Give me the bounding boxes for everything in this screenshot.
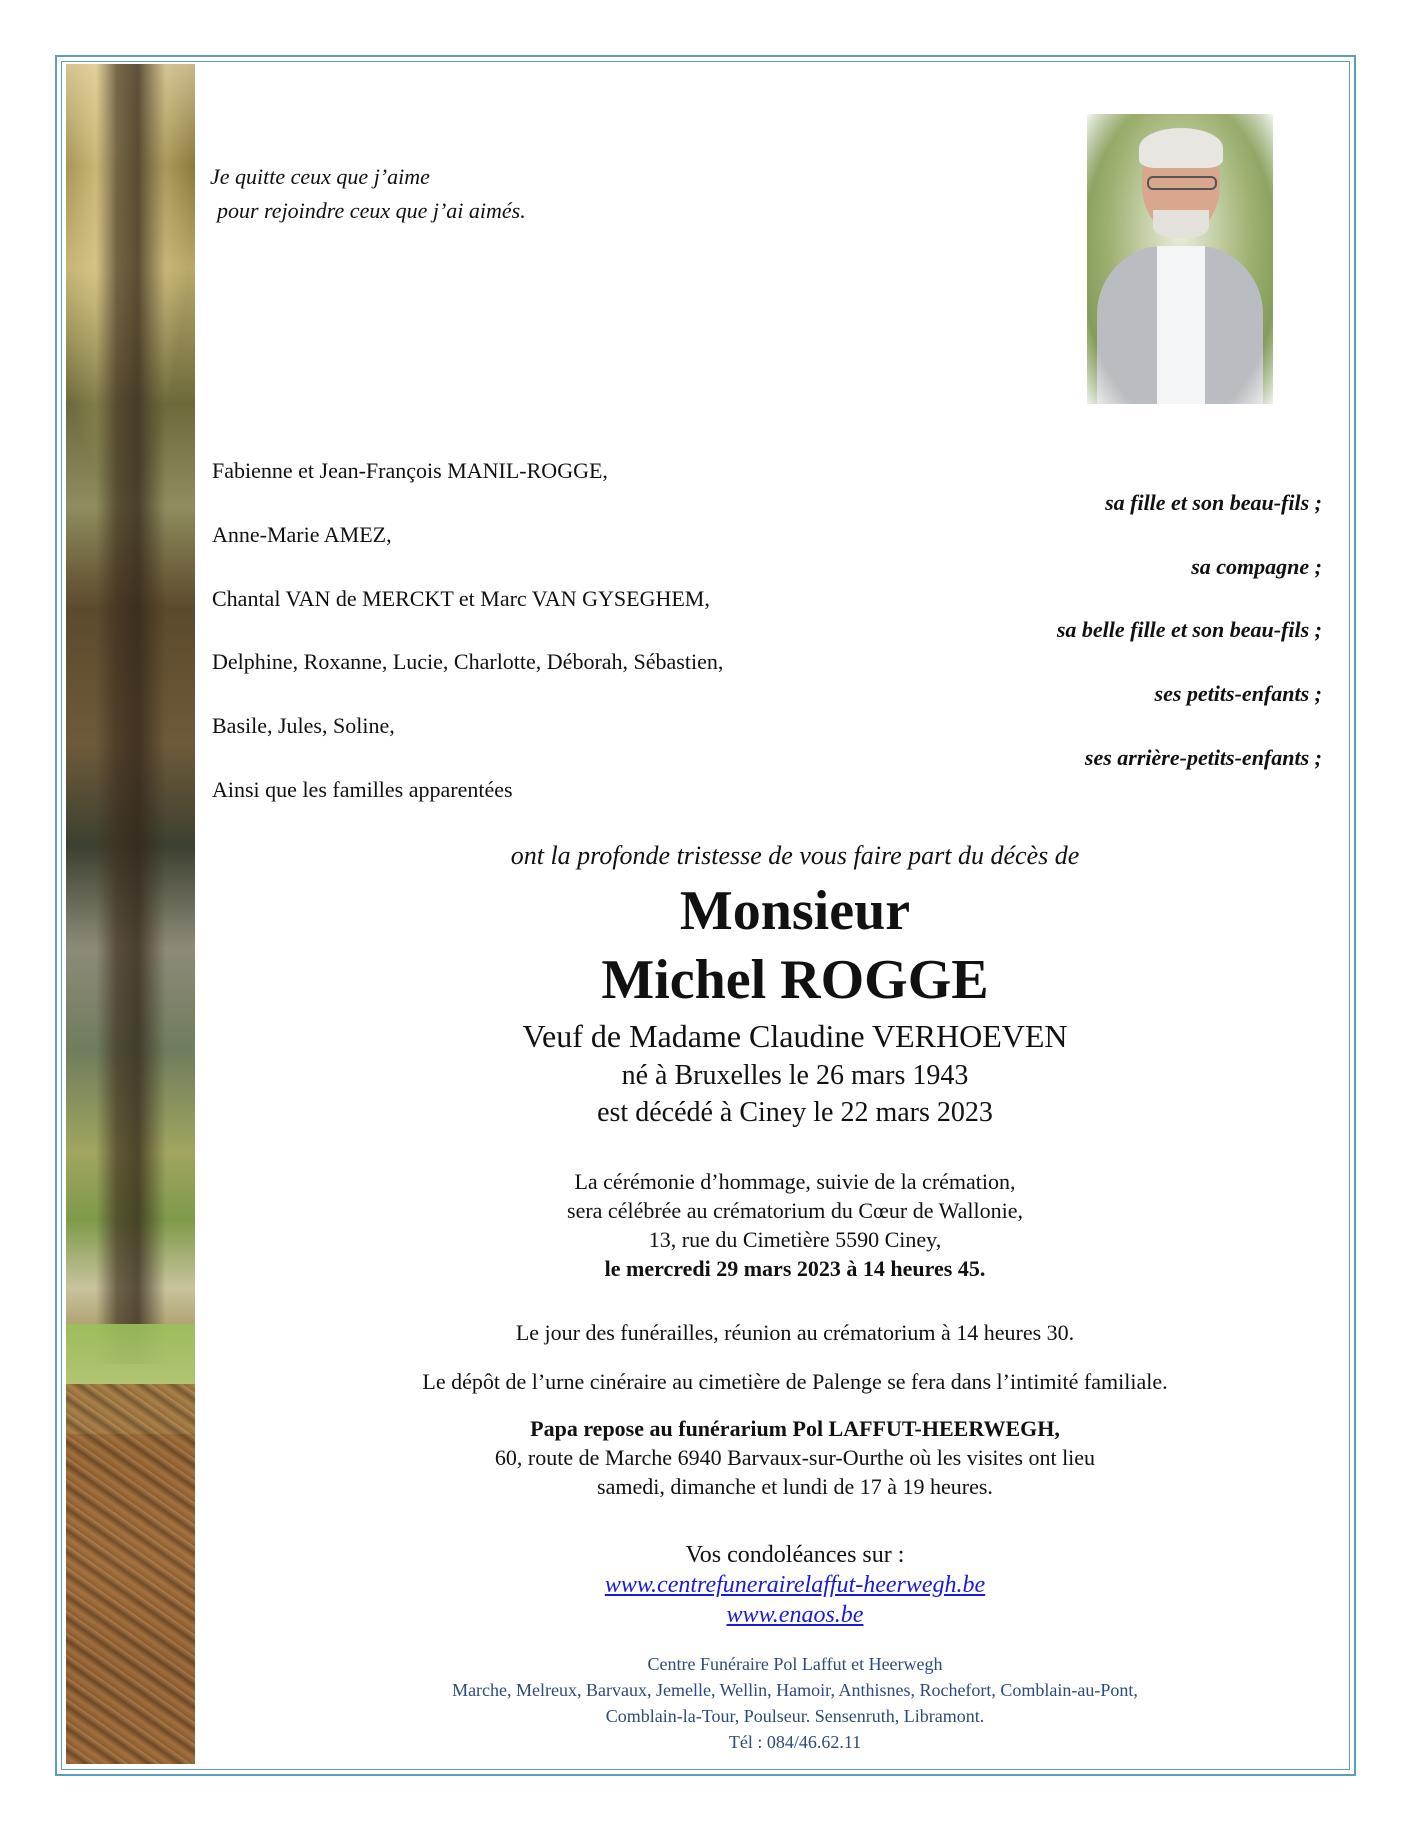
deceased-birth-line: né à Bruxelles le 26 mars 1943 bbox=[621, 1060, 969, 1091]
condolences-label: Vos condoléances sur : bbox=[685, 1542, 905, 1568]
condolences-block bbox=[240, 1540, 1350, 1630]
footer-locations-1: Marche, Melreux, Barvaux, Jemelle, Wellin, Hamoir, Anthisnes, Rochefort, Comblain-au-Pont, bbox=[452, 1680, 1138, 1700]
fallen-leaves bbox=[66, 1384, 195, 1764]
footer-block bbox=[240, 1651, 1350, 1755]
family-relation-0: sa fille et son beau-fils ; bbox=[1105, 490, 1322, 515]
family-name-5: Ainsi que les familles apparentées bbox=[212, 777, 513, 802]
meeting-text: Le jour des funérailles, réunion au crématorium à 14 heures 30. bbox=[515, 1320, 1075, 1345]
deceased-widow-line: Veuf de Madame Claudine VERHOEVEN bbox=[522, 1018, 1068, 1054]
family-name-2: Chantal VAN de MERCKT et Marc VAN GYSEGHEM, bbox=[212, 586, 710, 611]
portrait-glasses bbox=[1147, 176, 1217, 190]
deceased-title: Monsieur bbox=[679, 880, 911, 942]
quote-line-2: pour rejoindre ceux que j’ai aimés. bbox=[217, 198, 526, 223]
family-relation-4: ses arrière-petits-enfants ; bbox=[1084, 745, 1322, 770]
funerarium-line-1: Papa repose au funérarium Pol LAFFUT-HEERWEGH, bbox=[530, 1416, 1060, 1441]
portrait-beard bbox=[1153, 210, 1209, 238]
ceremony-block bbox=[240, 1167, 1350, 1283]
portrait-hair bbox=[1139, 128, 1223, 168]
funerarium-block bbox=[240, 1414, 1350, 1501]
family-name-3: Delphine, Roxanne, Lucie, Charlotte, Déborah, Sébastien, bbox=[212, 649, 724, 674]
urn-text: Le dépôt de l’urne cinéraire au cimetière de Palenge se fera dans l’intimité familiale. bbox=[422, 1369, 1168, 1394]
deceased-portrait-photo bbox=[1087, 114, 1273, 404]
quote-line-1: Je quitte ceux que j’aime bbox=[210, 164, 430, 189]
family-name-0: Fabienne et Jean-François MANIL-ROGGE, bbox=[212, 458, 608, 483]
funerarium-line-2: 60, route de Marche 6940 Barvaux-sur-Ourthe où les visites ont lieu bbox=[494, 1445, 1096, 1470]
deceased-death-line: est décédé à Ciney le 22 mars 2023 bbox=[597, 1097, 993, 1128]
footer-locations-2: Comblain-la-Tour, Poulseur. Sensenruth, Libramont. bbox=[605, 1706, 985, 1726]
footer-company: Centre Funéraire Pol Laffut et Heerwegh bbox=[647, 1654, 943, 1674]
deceased-name: Michel ROGGE bbox=[601, 949, 989, 1011]
family-relation-1: sa compagne ; bbox=[1191, 554, 1322, 579]
portrait-shirt bbox=[1157, 246, 1205, 404]
family-name-4: Basile, Jules, Soline, bbox=[212, 713, 395, 738]
epitaph-quote bbox=[210, 160, 526, 228]
ceremony-line-1: La cérémonie d’hommage, suivie de la crémation, bbox=[574, 1169, 1016, 1194]
family-relation-2: sa belle fille et son beau-fils ; bbox=[1056, 617, 1322, 642]
family-relation-3: ses petits-enfants ; bbox=[1154, 681, 1322, 706]
ceremony-line-2: sera célébrée au crématorium du Cœur de Wallonie, bbox=[567, 1198, 1023, 1223]
condolences-link-enaos[interactable]: www.enaos.be bbox=[726, 1602, 864, 1628]
funerarium-line-3: samedi, dimanche et lundi de 17 à 19 heures. bbox=[597, 1474, 993, 1499]
family-name-1: Anne-Marie AMEZ, bbox=[212, 522, 392, 547]
announcement-text: ont la profonde tristesse de vous faire part du décès de bbox=[510, 841, 1080, 870]
footer-phone: Tél : 084/46.62.11 bbox=[728, 1732, 862, 1752]
autumn-tree-side-image bbox=[66, 64, 195, 1764]
tree-trunk bbox=[96, 64, 166, 1364]
condolences-link-funeral-center[interactable]: www.centrefunerairelaffut-heerwegh.be bbox=[604, 1572, 986, 1598]
ceremony-date: le mercredi 29 mars 2023 à 14 heures 45. bbox=[604, 1256, 986, 1281]
ceremony-line-3: 13, rue du Cimetière 5590 Ciney, bbox=[648, 1227, 942, 1252]
